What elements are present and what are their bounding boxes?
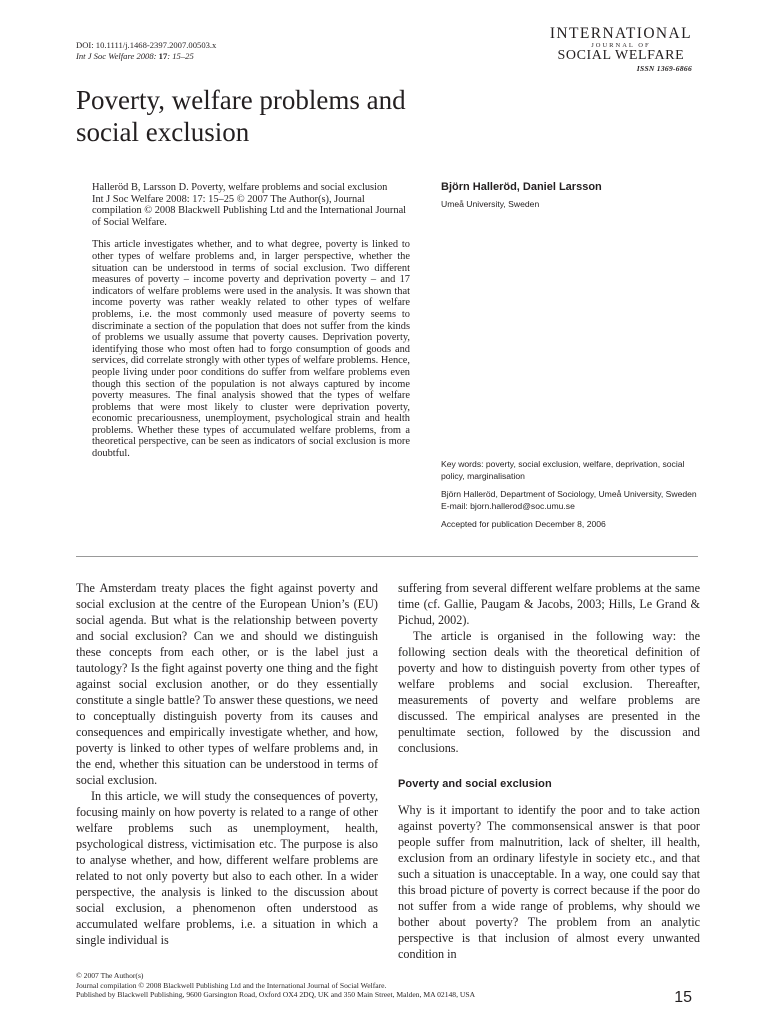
title-line2: social exclusion [76, 117, 250, 147]
journal-name-line1: INTERNATIONAL [549, 25, 692, 42]
page-footer [76, 971, 475, 1000]
journal-name-line2: JOURNAL OF [591, 42, 651, 49]
journal-issn: ISSN 1369-6866 [636, 64, 692, 73]
body-paragraph: The Amsterdam treaty places the fight against poverty and social exclusion at the centre of the European Union’s (EU) social agenda. But what is the relationship between poverty and social exclusion? Can we and should we distinguish these concepts from each other, or is the label just a tautology? Is the fight against poverty one thing and the fight against social exclusion another, or do they essentially constitute a single battle? To answer these questions, we need to conceptually distinguish poverty from its causes and consequences and empirically investigate whether, and how, poverty is linked to other types of welfare problems and, in the end, whether this situation can be understood in terms of social exclusion. [76, 581, 378, 787]
body-paragraph: In this article, we will study the consequences of poverty, focusing mainly on how poverty is related to a range of other welfare problems such as unemployment, health, psychological distress, victimisation etc. The purpose is also to analyse whether, and how, different welfare problems are related to not only poverty but also to each other. In a wider perspective, the analysis is linked to the discussion about social exclusion, a phenomenon often understood as accumulated welfare problems, i.e. a situation in which a single individual is [76, 789, 378, 947]
body-column-right [398, 580, 700, 962]
title-line1: Poverty, welfare problems and [76, 85, 406, 115]
page-number: 15 [674, 989, 692, 1006]
footer-compilation: Journal compilation © 2008 Blackwell Publishing Ltd and the International Journal of Social Welfare. [76, 980, 387, 990]
section-divider [76, 556, 698, 557]
correspondence-email: E-mail: bjorn.hallerod@soc.umu.se [441, 501, 575, 511]
journal-citation [76, 51, 216, 62]
author-names: Björn Halleröd, Daniel Larsson [441, 181, 602, 193]
body-paragraph: suffering from several different welfare problems at the same time (cf. Gallie, Paugam & Jacobs, 2003; Hills, Le Grand & Pichud, 2002). [398, 581, 700, 627]
reference-line2: Int J Soc Welfare 2008: 17: 15–25 © 2007 The Author(s), Journal compilation © 2008 Blackwell Publishing Ltd and the International Journal of Social Welfare. [92, 193, 407, 228]
body-column-left [76, 580, 378, 948]
citation-pages: : 15–25 [167, 51, 194, 61]
doi: DOI: 10.1111/j.1468-2397.2007.00503.x [76, 40, 217, 50]
correspondence-address: Björn Halleröd, Department of Sociology, Umeå University, Sweden [441, 489, 697, 499]
author-block [441, 180, 701, 210]
keywords: Key words: poverty, social exclusion, welfare, deprivation, social policy, marginalisation [441, 459, 685, 481]
article-doi-block [76, 40, 216, 62]
journal-masthead [550, 26, 692, 75]
author-affiliation: Umeå University, Sweden [441, 199, 540, 209]
citation-volume: 17 [158, 51, 168, 61]
abstract-text: This article investigates whether, and to what degree, poverty is linked to other types of welfare problems and, in larger perspective, whether the situation can be understood in terms of social exclusion. Two different measures of poverty – income poverty and deprivation poverty – and 17 indicators of welfare problems were used in the analysis. It was shown that income poverty was rather weakly related to other types of welfare problems, i.e. the most commonly used measure of poverty seems to discriminate a section of the population that does not suffer from the kinds of problems we usually assume that poverty causes. Deprivation poverty, identifying those who most often had to forgo consumption of goods and services, did correlate strongly with other types of welfare problems. Hence, people living under poor conditions do suffer from welfare problems even though this section of the population is not always captured by income poverty measures. The final analysis showed that the types of welfare problems that were most likely to cluster were deprivation poverty, economic precariousness, unemployment, psychological strain and health problems. Whether these types of accumulated welfare problems, from a theoretical perspective, can be seen as indicators of social exclusion is more doubtful. [92, 239, 410, 460]
reference-line1: Halleröd B, Larsson D. Poverty, welfare problems and social exclusion [92, 182, 388, 193]
correspondence [441, 488, 701, 512]
reference-citation [92, 182, 410, 228]
journal-name-line3: SOCIAL WELFARE [557, 48, 685, 63]
article-title [76, 84, 676, 148]
body-paragraph: The article is organised in the following way: the following section deals with the theoretical definition of poverty and how to distinguish poverty from other types of welfare problems and social exclusion. Thereafter, measurements of poverty and welfare problems are discussed. The empirical analyses are presented in the penultimate section, followed by the discussion and conclusions. [398, 629, 700, 755]
citation-prefix: Int J Soc Welfare 2008: [76, 51, 159, 61]
article-meta [441, 458, 701, 536]
accepted-date: Accepted for publication December 8, 2006 [441, 519, 606, 529]
footer-publisher: Published by Blackwell Publishing, 9600 Garsington Road, Oxford OX4 2DQ, UK and 350 Main Street, Malden, MA 02148, USA [76, 990, 476, 999]
body-paragraph: Why is it important to identify the poor and to take action against poverty? The commonsensical answer is that poor people suffer from malnutrition, lack of shelter, ill health, exclusion from an ordinary lifestyle in society etc., and that such a situation is unacceptable. In a way, one could say that this broad picture of poverty is correct because if the poor do not suffer from a wide range of problems, why should we bother about poverty? The problem from an analytic perspective is that inclusion of almost every unwanted condition in [398, 803, 700, 961]
footer-copyright: © 2007 The Author(s) [76, 971, 144, 980]
section-heading: Poverty and social exclusion [398, 778, 552, 790]
abstract-block [92, 182, 410, 471]
